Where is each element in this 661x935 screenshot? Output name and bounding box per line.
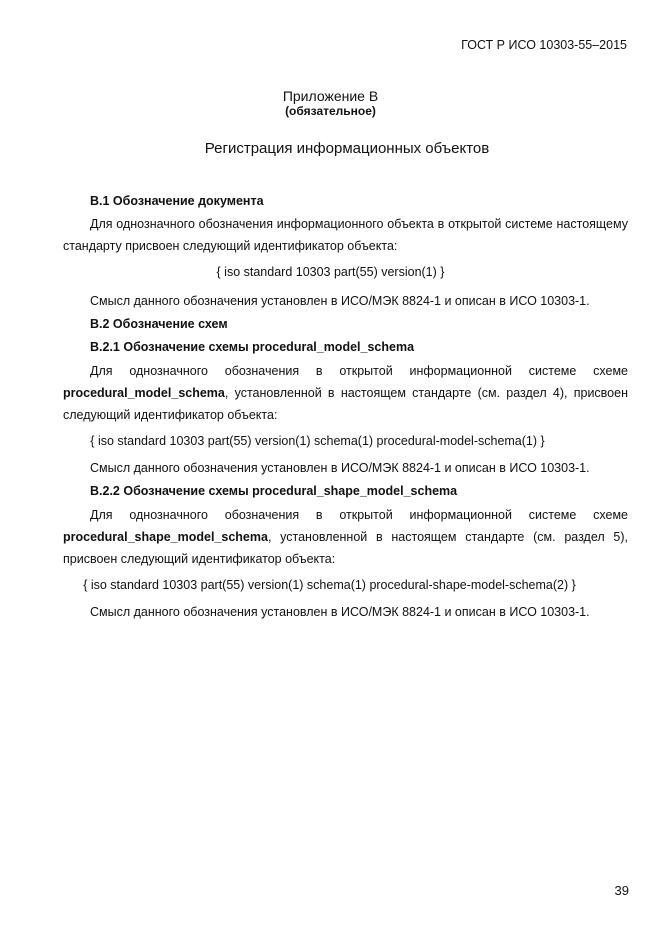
heading-b2: В.2 Обозначение схем [90, 317, 228, 331]
heading-b21: В.2.1 Обозначение схемы procedural_model_schema [90, 340, 415, 354]
page-number: 39 [614, 883, 629, 898]
identifier-b21: { iso standard 10303 part(55) version(1) schema(1) procedural-model-schema(1) } [90, 434, 545, 448]
appendix-title: Приложение В [282, 88, 379, 104]
paragraph-b21-start: Для однозначного обозначения в открытой информационной системе схеме [90, 364, 628, 378]
paragraph-b22 [63, 504, 628, 570]
document-header: ГОСТ Р ИСО 10303-55–2015 [461, 38, 627, 52]
identifier-b22: { iso standard 10303 part(55) version(1) schema(1) procedural-shape-model-schema(2) } [83, 578, 576, 592]
meaning-b21: Смысл данного обозначения установлен в ИСО/МЭК 8824-1 и описан в ИСО 10303-1. [90, 461, 590, 475]
meaning-b22: Смысл данного обозначения установлен в ИСО/МЭК 8824-1 и описан в ИСО 10303-1. [90, 605, 590, 619]
paragraph-b21-end: , установленной в настоящем стандарте (см. раздел 4), присвоен следующий идентификатор объекта: [63, 386, 628, 422]
heading-b1: В.1 Обозначение документа [90, 194, 264, 208]
heading-b22: В.2.2 Обозначение схемы procedural_shape_model_schema [90, 484, 458, 498]
paragraph-b21 [63, 360, 628, 426]
meaning-b1: Смысл данного обозначения установлен в ИСО/МЭК 8824-1 и описан в ИСО 10303-1. [90, 294, 590, 308]
appendix-subtitle: (обязательное) [285, 104, 376, 118]
schema-name-b22: procedural_shape_model_schema [63, 530, 268, 544]
paragraph-b22-end: , установленной в настоящем стандарте (см. раздел 5), присвоен следующий идентификатор объекта: [63, 530, 628, 566]
paragraph-b22-start: Для однозначного обозначения в открытой информационной системе схеме [90, 508, 628, 522]
schema-name-b21: procedural_model_schema [63, 386, 225, 400]
identifier-b1: { iso standard 10303 part(55) version(1) } [216, 265, 445, 279]
section-title: Регистрация информационных объектов [204, 140, 490, 157]
paragraph-b1: Для однозначного обозначения информационного объекта в открытой системе настоящему стандарту присвоен следующий идентификатор объекта: [63, 217, 628, 253]
